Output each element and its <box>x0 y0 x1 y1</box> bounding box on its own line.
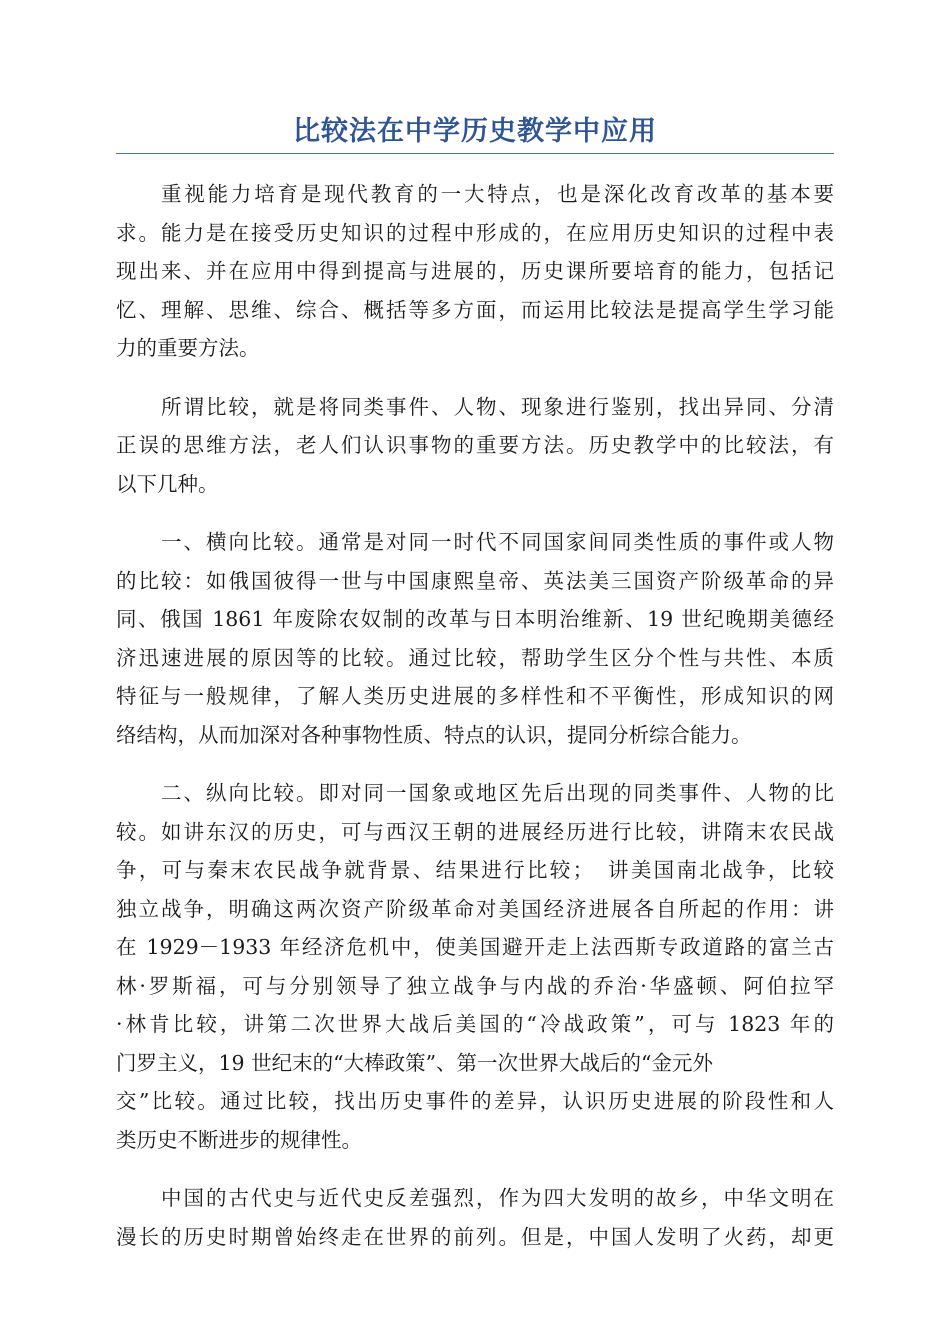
text-line: 二、纵向比较。即对同一国象或地区先后出现的同类事件、人物的比 <box>161 781 834 805</box>
title-underline <box>116 153 834 154</box>
paragraph <box>116 523 834 754</box>
document-body <box>116 175 834 1276</box>
text-line: 漫长的历史时期曾始终走在世界的前列。但是，中国人发明了火药，却更 <box>116 1224 834 1249</box>
text-line: 所谓比较，就是将同类事件、人物、现象进行鉴别，找出异同、分清 <box>161 394 834 419</box>
text-line: 在 1929－1933 年经济危机中，使美国避开走上法西斯专政道路的富兰古 <box>116 935 834 959</box>
paragraph <box>116 774 834 1159</box>
text-line: 类历史不断进步的规律性。 <box>116 1127 362 1152</box>
text-line: 门罗主义，19 世纪末的“大棒政策”、第一次世界大战后的“金元外 <box>116 1050 714 1075</box>
paragraph <box>116 388 834 504</box>
text-line: 正误的思维方法，老人们认识事物的重要方法。历史教学中的比较法，有 <box>116 433 834 457</box>
text-line: 特征与一般规律，了解人类历史进展的多样性和不平衡性，形成知识的网 <box>116 684 834 708</box>
text-line: 现出来、并在应用中得到提高与进展的，历史课所要培育的能力，包括记 <box>116 259 834 283</box>
text-line: 济迅速进展的原因等的比较。通过比较，帮助学生区分个性与共性、本质 <box>116 645 834 670</box>
text-line: 争，可与秦末农民战争就背景、结果进行比较； 讲美国南北战争，比较 <box>116 858 834 882</box>
document-title: 比较法在中学历史教学中应用 <box>293 116 657 147</box>
text-line: 忆、理解、思维、综合、概括等多方面，而运用比较法是提高学生学习能 <box>116 297 834 322</box>
paragraph <box>116 1179 834 1256</box>
text-line: 同、俄国 1861 年废除农奴制的改革与日本明治维新、19 世纪晚期美德经 <box>116 607 834 631</box>
paragraph <box>116 175 834 368</box>
text-line: 以下几种。 <box>116 471 219 496</box>
text-line: 的比较：如俄国彼得一世与中国康熙皇帝、英法美三国资产阶级革命的异 <box>116 568 834 593</box>
text-line: 求。能力是在接受历史知识的过程中形成的，在应用历史知识的过程中表 <box>116 220 834 245</box>
text-line: 独立战争，明确这两次资产阶级革命对美国经济进展各自所起的作用：讲 <box>116 896 834 921</box>
text-line: 较。如讲东汉的历史，可与西汉王朝的进展经历进行比较，讲隋末农民战 <box>116 819 834 844</box>
text-line: 力的重要方法。 <box>116 336 260 360</box>
text-line: 交”比较。通过比较，找出历史事件的差异，认识历史进展的阶段性和人 <box>116 1089 834 1113</box>
text-line: ·林肯比较，讲第二次世界大战后美国的“冷战政策”，可与 1823 年的 <box>116 1012 834 1036</box>
text-line: 林·罗斯福，可与分别领导了独立战争与内战的乔治·华盛顿、阿伯拉罕 <box>116 973 834 998</box>
text-line: 一、横向比较。通常是对同一时代不同国家间同类性质的事件或人物 <box>161 530 834 554</box>
text-line: 中国的古代史与近代史反差强烈，作为四大发明的故乡，中华文明在 <box>161 1186 834 1210</box>
text-line: 络结构，从而加深对各种事物性质、特点的认识，提同分析综合能力。 <box>116 722 752 747</box>
text-line: 重视能力培育是现代教育的一大特点，也是深化改育改革的基本要 <box>161 182 834 206</box>
